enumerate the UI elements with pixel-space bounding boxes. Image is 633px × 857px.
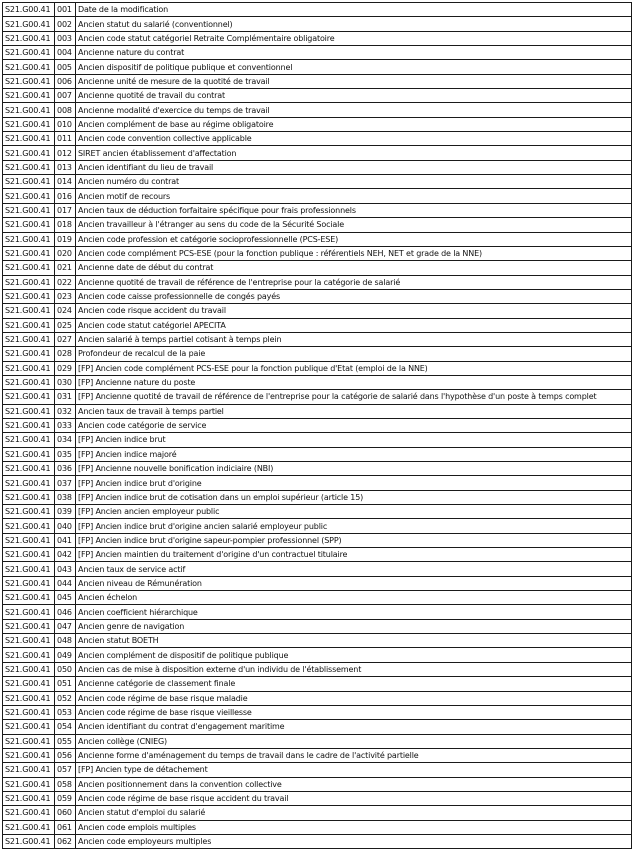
code-cell: 031 <box>55 390 76 404</box>
block-cell: S21.G00.41 <box>3 117 55 131</box>
label-cell: Ancien code régime de base risque accident du travail <box>76 791 632 805</box>
label-cell: Ancien positionnement dans la convention collective <box>76 777 632 791</box>
table-row <box>3 347 632 361</box>
block-cell: S21.G00.41 <box>3 462 55 476</box>
table-body <box>3 3 632 849</box>
label-cell: Ancien motif de recours <box>76 189 632 203</box>
block-cell: S21.G00.41 <box>3 275 55 289</box>
label-cell: SIRET ancien établissement d'affectation <box>76 146 632 160</box>
code-cell: 057 <box>55 763 76 777</box>
block-cell: S21.G00.41 <box>3 677 55 691</box>
label-cell: [FP] Ancien indice brut d'origine <box>76 476 632 490</box>
code-cell: 003 <box>55 31 76 45</box>
code-cell: 059 <box>55 791 76 805</box>
table-row <box>3 189 632 203</box>
code-cell: 058 <box>55 777 76 791</box>
label-cell: Ancien taux de travail à temps partiel <box>76 404 632 418</box>
block-cell: S21.G00.41 <box>3 748 55 762</box>
label-cell: Ancien salarié à temps partiel cotisant à temps plein <box>76 332 632 346</box>
code-cell: 052 <box>55 691 76 705</box>
label-cell: Ancienne forme d'aménagement du temps de travail dans le cadre de l'activité partielle <box>76 748 632 762</box>
table-row <box>3 634 632 648</box>
code-cell: 034 <box>55 433 76 447</box>
label-cell: [FP] Ancien ancien employeur public <box>76 505 632 519</box>
label-cell: [FP] Ancien type de détachement <box>76 763 632 777</box>
table-row <box>3 462 632 476</box>
block-cell: S21.G00.41 <box>3 361 55 375</box>
block-cell: S21.G00.41 <box>3 763 55 777</box>
block-cell: S21.G00.41 <box>3 404 55 418</box>
block-cell: S21.G00.41 <box>3 447 55 461</box>
label-cell: Ancien travailleur à l'étranger au sens du code de la Sécurité Sociale <box>76 218 632 232</box>
block-cell: S21.G00.41 <box>3 777 55 791</box>
label-cell: [FP] Ancienne nouvelle bonification indiciaire (NBI) <box>76 462 632 476</box>
code-cell: 006 <box>55 74 76 88</box>
block-cell: S21.G00.41 <box>3 304 55 318</box>
table-row <box>3 490 632 504</box>
block-cell: S21.G00.41 <box>3 576 55 590</box>
block-cell: S21.G00.41 <box>3 734 55 748</box>
table-row <box>3 447 632 461</box>
table-row <box>3 648 632 662</box>
code-cell: 040 <box>55 519 76 533</box>
code-cell: 060 <box>55 806 76 820</box>
label-cell: Ancien taux de service actif <box>76 562 632 576</box>
label-cell: Ancien code catégorie de service <box>76 418 632 432</box>
code-cell: 016 <box>55 189 76 203</box>
block-cell: S21.G00.41 <box>3 648 55 662</box>
block-cell: S21.G00.41 <box>3 691 55 705</box>
label-cell: Ancien code risque accident du travail <box>76 304 632 318</box>
block-cell: S21.G00.41 <box>3 720 55 734</box>
block-cell: S21.G00.41 <box>3 132 55 146</box>
label-cell: Ancien niveau de Rémunération <box>76 576 632 590</box>
label-cell: Profondeur de recalcul de la paie <box>76 347 632 361</box>
code-cell: 001 <box>55 3 76 17</box>
table-row <box>3 763 632 777</box>
code-cell: 018 <box>55 218 76 232</box>
block-cell: S21.G00.41 <box>3 246 55 260</box>
block-cell: S21.G00.41 <box>3 218 55 232</box>
code-cell: 047 <box>55 619 76 633</box>
table-row <box>3 160 632 174</box>
block-cell: S21.G00.41 <box>3 476 55 490</box>
block-cell: S21.G00.41 <box>3 232 55 246</box>
table-row <box>3 89 632 103</box>
block-cell: S21.G00.41 <box>3 662 55 676</box>
code-cell: 008 <box>55 103 76 117</box>
label-cell: Ancien statut BOETH <box>76 634 632 648</box>
table-row <box>3 705 632 719</box>
block-cell: S21.G00.41 <box>3 3 55 17</box>
block-cell: S21.G00.41 <box>3 89 55 103</box>
label-cell: Ancien code profession et catégorie socioprofessionnelle (PCS-ESE) <box>76 232 632 246</box>
code-cell: 062 <box>55 834 76 848</box>
block-cell: S21.G00.41 <box>3 418 55 432</box>
table-row <box>3 289 632 303</box>
table-row <box>3 576 632 590</box>
code-cell: 021 <box>55 261 76 275</box>
table-row <box>3 146 632 160</box>
table-row <box>3 31 632 45</box>
label-cell: Ancien complément de base au régime obligatoire <box>76 117 632 131</box>
code-cell: 054 <box>55 720 76 734</box>
code-cell: 027 <box>55 332 76 346</box>
label-cell: Ancien échelon <box>76 591 632 605</box>
table-row <box>3 734 632 748</box>
table-row <box>3 390 632 404</box>
label-cell: Ancienne date de début du contrat <box>76 261 632 275</box>
code-cell: 020 <box>55 246 76 260</box>
block-cell: S21.G00.41 <box>3 175 55 189</box>
table-row <box>3 17 632 31</box>
block-cell: S21.G00.41 <box>3 17 55 31</box>
table-row <box>3 275 632 289</box>
table-row <box>3 662 632 676</box>
label-cell: Ancien code caisse professionnelle de congés payés <box>76 289 632 303</box>
block-cell: S21.G00.41 <box>3 806 55 820</box>
code-cell: 037 <box>55 476 76 490</box>
table-row <box>3 562 632 576</box>
label-cell: [FP] Ancienne quotité de travail de référence de l'entreprise pour la catégorie de salarié dans l'hypothèse d'un poste à temps complet <box>76 390 632 404</box>
block-cell: S21.G00.41 <box>3 562 55 576</box>
label-cell: Ancienne catégorie de classement finale <box>76 677 632 691</box>
block-cell: S21.G00.41 <box>3 347 55 361</box>
label-cell: Ancienne nature du contrat <box>76 46 632 60</box>
label-cell: Ancien identifiant du contrat d'engagement maritime <box>76 720 632 734</box>
table-row <box>3 60 632 74</box>
block-cell: S21.G00.41 <box>3 103 55 117</box>
label-cell: Date de la modification <box>76 3 632 17</box>
block-cell: S21.G00.41 <box>3 375 55 389</box>
code-cell: 045 <box>55 591 76 605</box>
table-row <box>3 318 632 332</box>
label-cell: Ancien complément de dispositif de politique publique <box>76 648 632 662</box>
block-cell: S21.G00.41 <box>3 289 55 303</box>
block-cell: S21.G00.41 <box>3 60 55 74</box>
table-row <box>3 820 632 834</box>
code-cell: 061 <box>55 820 76 834</box>
block-cell: S21.G00.41 <box>3 332 55 346</box>
label-cell: Ancienne unité de mesure de la quotité de travail <box>76 74 632 88</box>
code-cell: 046 <box>55 605 76 619</box>
table-row <box>3 806 632 820</box>
code-cell: 035 <box>55 447 76 461</box>
table-row <box>3 232 632 246</box>
block-cell: S21.G00.41 <box>3 31 55 45</box>
block-cell: S21.G00.41 <box>3 390 55 404</box>
table-row <box>3 720 632 734</box>
code-cell: 044 <box>55 576 76 590</box>
table-row <box>3 261 632 275</box>
table-row <box>3 332 632 346</box>
label-cell: [FP] Ancien indice brut de cotisation dans un emploi supérieur (article 15) <box>76 490 632 504</box>
table-row <box>3 246 632 260</box>
code-cell: 038 <box>55 490 76 504</box>
label-cell: Ancien statut d'emploi du salarié <box>76 806 632 820</box>
block-cell: S21.G00.41 <box>3 203 55 217</box>
code-cell: 004 <box>55 46 76 60</box>
label-cell: Ancien code complément PCS-ESE (pour la fonction publique : référentiels NEH, NET et grade de la NNE) <box>76 246 632 260</box>
code-cell: 011 <box>55 132 76 146</box>
table-row <box>3 691 632 705</box>
table-row <box>3 677 632 691</box>
label-cell: [FP] Ancien code complément PCS-ESE pour la fonction publique d'Etat (emploi de la NNE) <box>76 361 632 375</box>
code-cell: 022 <box>55 275 76 289</box>
block-cell: S21.G00.41 <box>3 433 55 447</box>
table-row <box>3 791 632 805</box>
block-cell: S21.G00.41 <box>3 318 55 332</box>
label-cell: Ancien genre de navigation <box>76 619 632 633</box>
code-cell: 032 <box>55 404 76 418</box>
label-cell: [FP] Ancien indice majoré <box>76 447 632 461</box>
label-cell: [FP] Ancien indice brut <box>76 433 632 447</box>
table-row <box>3 519 632 533</box>
table-row <box>3 834 632 848</box>
label-cell: [FP] Ancien indice brut d'origine ancien salarié employeur public <box>76 519 632 533</box>
code-cell: 010 <box>55 117 76 131</box>
code-cell: 036 <box>55 462 76 476</box>
block-cell: S21.G00.41 <box>3 591 55 605</box>
code-cell: 055 <box>55 734 76 748</box>
label-cell: Ancien statut du salarié (conventionnel) <box>76 17 632 31</box>
code-cell: 041 <box>55 533 76 547</box>
label-cell: [FP] Ancienne nature du poste <box>76 375 632 389</box>
block-cell: S21.G00.41 <box>3 519 55 533</box>
label-cell: Ancienne quotité de travail de référence de l'entreprise pour la catégorie de salarié <box>76 275 632 289</box>
block-cell: S21.G00.41 <box>3 605 55 619</box>
block-cell: S21.G00.41 <box>3 490 55 504</box>
label-cell: [FP] Ancien maintien du traitement d'origine d'un contractuel titulaire <box>76 548 632 562</box>
code-cell: 050 <box>55 662 76 676</box>
table-row <box>3 533 632 547</box>
table-row <box>3 103 632 117</box>
block-cell: S21.G00.41 <box>3 261 55 275</box>
code-cell: 023 <box>55 289 76 303</box>
table-row <box>3 175 632 189</box>
label-cell: Ancien code régime de base risque vieillesse <box>76 705 632 719</box>
label-cell: Ancienne modalité d'exercice du temps de travail <box>76 103 632 117</box>
table-row <box>3 132 632 146</box>
code-cell: 043 <box>55 562 76 576</box>
code-cell: 033 <box>55 418 76 432</box>
code-cell: 039 <box>55 505 76 519</box>
block-cell: S21.G00.41 <box>3 146 55 160</box>
code-cell: 013 <box>55 160 76 174</box>
block-cell: S21.G00.41 <box>3 820 55 834</box>
table-row <box>3 117 632 131</box>
code-cell: 014 <box>55 175 76 189</box>
code-cell: 012 <box>55 146 76 160</box>
label-cell: Ancien code régime de base risque maladie <box>76 691 632 705</box>
block-cell: S21.G00.41 <box>3 189 55 203</box>
code-cell: 025 <box>55 318 76 332</box>
table-row <box>3 218 632 232</box>
table-row <box>3 375 632 389</box>
table-row <box>3 548 632 562</box>
block-cell: S21.G00.41 <box>3 46 55 60</box>
code-cell: 024 <box>55 304 76 318</box>
label-cell: Ancien dispositif de politique publique et conventionnel <box>76 60 632 74</box>
block-cell: S21.G00.41 <box>3 533 55 547</box>
block-cell: S21.G00.41 <box>3 834 55 848</box>
code-cell: 019 <box>55 232 76 246</box>
table-row <box>3 505 632 519</box>
label-cell: Ancien collège (CNIEG) <box>76 734 632 748</box>
table-row <box>3 476 632 490</box>
label-cell: Ancien taux de déduction forfaitaire spécifique pour frais professionnels <box>76 203 632 217</box>
block-cell: S21.G00.41 <box>3 619 55 633</box>
table-row <box>3 605 632 619</box>
code-cell: 028 <box>55 347 76 361</box>
block-cell: S21.G00.41 <box>3 548 55 562</box>
table-row <box>3 748 632 762</box>
table-row <box>3 3 632 17</box>
code-cell: 005 <box>55 60 76 74</box>
code-cell: 042 <box>55 548 76 562</box>
table-row <box>3 777 632 791</box>
label-cell: Ancien identifiant du lieu de travail <box>76 160 632 174</box>
table-row <box>3 619 632 633</box>
code-cell: 030 <box>55 375 76 389</box>
code-cell: 048 <box>55 634 76 648</box>
table-row <box>3 433 632 447</box>
label-cell: Ancien code convention collective applicable <box>76 132 632 146</box>
block-cell: S21.G00.41 <box>3 791 55 805</box>
label-cell: Ancien cas de mise à disposition externe d'un individu de l'établissement <box>76 662 632 676</box>
code-cell: 053 <box>55 705 76 719</box>
block-cell: S21.G00.41 <box>3 634 55 648</box>
table-row <box>3 591 632 605</box>
table-row <box>3 74 632 88</box>
label-cell: Ancien code emplois multiples <box>76 820 632 834</box>
label-cell: Ancien code employeurs multiples <box>76 834 632 848</box>
table-row <box>3 404 632 418</box>
code-cell: 051 <box>55 677 76 691</box>
code-cell: 056 <box>55 748 76 762</box>
table-row <box>3 418 632 432</box>
label-cell: Ancien coefficient hiérarchique <box>76 605 632 619</box>
block-cell: S21.G00.41 <box>3 74 55 88</box>
block-cell: S21.G00.41 <box>3 160 55 174</box>
rubrique-table <box>2 2 632 849</box>
code-cell: 007 <box>55 89 76 103</box>
block-cell: S21.G00.41 <box>3 505 55 519</box>
table-row <box>3 304 632 318</box>
label-cell: [FP] Ancien indice brut d'origine sapeur-pompier professionnel (SPP) <box>76 533 632 547</box>
table-row <box>3 203 632 217</box>
table-row <box>3 46 632 60</box>
code-cell: 002 <box>55 17 76 31</box>
code-cell: 029 <box>55 361 76 375</box>
label-cell: Ancien numéro du contrat <box>76 175 632 189</box>
label-cell: Ancien code statut catégoriel APECITA <box>76 318 632 332</box>
label-cell: Ancienne quotité de travail du contrat <box>76 89 632 103</box>
block-cell: S21.G00.41 <box>3 705 55 719</box>
code-cell: 049 <box>55 648 76 662</box>
table-row <box>3 361 632 375</box>
code-cell: 017 <box>55 203 76 217</box>
label-cell: Ancien code statut catégoriel Retraite Complémentaire obligatoire <box>76 31 632 45</box>
